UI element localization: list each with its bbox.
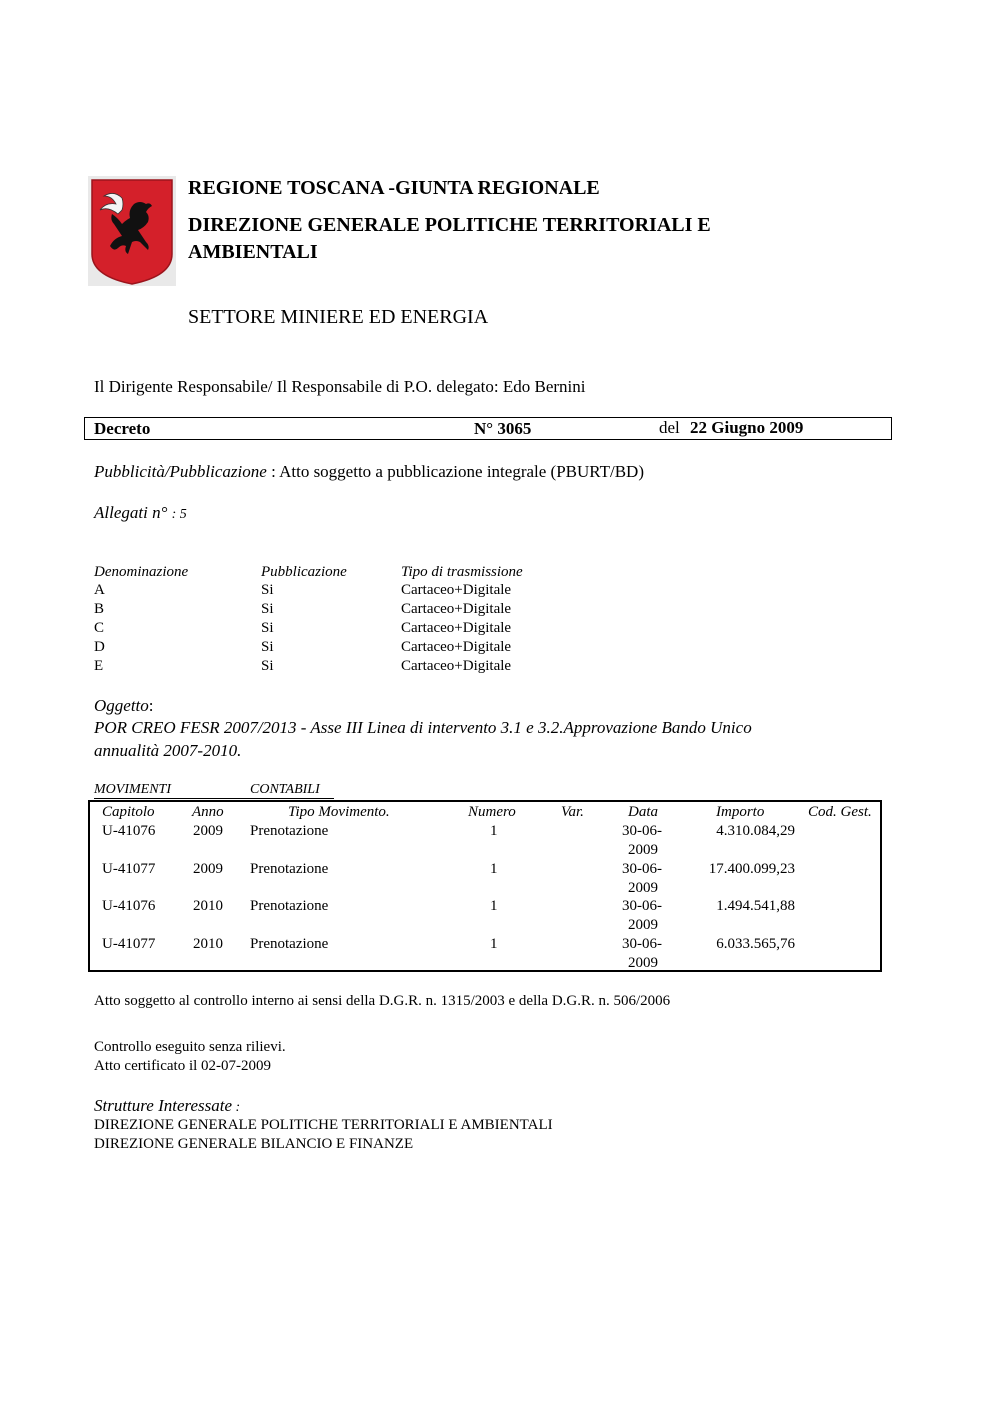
oggetto-text-line1: POR CREO FESR 2007/2013 - Asse III Linea di intervento 3.1 e 3.2.Approvazione Bando Unico xyxy=(94,718,752,737)
strutture-label-line xyxy=(94,1096,240,1116)
cell-importo: 6.033.565,76 xyxy=(716,936,795,952)
allegato-denominazione: C xyxy=(94,620,105,636)
col-importo: Importo xyxy=(716,804,765,820)
pubblicazione-value: : Atto soggetto a pubblicazione integrale (PBURT/BD) xyxy=(266,462,644,481)
oggetto-label: Oggetto xyxy=(94,696,149,715)
cell-anno: 2010 xyxy=(193,936,223,952)
allegato-trasmissione: Cartaceo+Digitale xyxy=(401,582,512,598)
col-data: Data xyxy=(628,804,658,820)
controllo-eseguito-line: Controllo eseguito senza rilievi. xyxy=(94,1039,286,1055)
list-item xyxy=(94,601,554,620)
cell-data-line1: 30-06- xyxy=(622,823,662,839)
pegasus-crest-icon xyxy=(88,176,176,286)
movimenti-underline xyxy=(94,798,334,799)
col-tipo-movimento: Tipo Movimento. xyxy=(288,804,390,820)
cell-data-line2: 2009 xyxy=(628,842,658,858)
table-row xyxy=(90,823,884,861)
atto-certificato-line: Atto certificato il 02-07-2009 xyxy=(94,1058,272,1074)
movimenti-table xyxy=(88,800,882,972)
allegato-trasmissione: Cartaceo+Digitale xyxy=(401,639,512,655)
controllo-atto-line: Atto soggetto al controllo interno ai sensi della D.G.R. n. 1315/2003 e della D.G.R. n. 506/2006 xyxy=(94,993,671,1009)
col-var: Var. xyxy=(561,804,584,820)
list-item xyxy=(94,639,554,658)
allegati-line xyxy=(94,503,187,523)
col-pubblicazione: Pubblicazione xyxy=(261,564,347,580)
col-numero: Numero xyxy=(468,804,516,820)
cell-numero: 1 xyxy=(490,898,498,914)
regione-toscana-logo xyxy=(88,176,176,286)
cell-importo: 17.400.099,23 xyxy=(708,861,795,877)
cell-data-line2: 2009 xyxy=(628,880,658,896)
decreto-numero: N° 3065 xyxy=(474,419,532,438)
allegato-denominazione: A xyxy=(94,582,105,598)
list-item xyxy=(94,620,554,639)
decreto-label: Decreto xyxy=(94,419,151,438)
allegati-count: : 5 xyxy=(171,507,187,522)
table-row xyxy=(90,861,884,899)
allegati-table-header xyxy=(94,564,554,583)
cell-tipo: Prenotazione xyxy=(250,823,329,839)
allegato-denominazione: D xyxy=(94,639,105,655)
cell-tipo: Prenotazione xyxy=(250,898,329,914)
cell-data-line2: 2009 xyxy=(628,917,658,933)
cell-tipo: Prenotazione xyxy=(250,861,329,877)
list-item xyxy=(94,658,554,677)
cell-capitolo: U-41077 xyxy=(102,936,156,952)
settore-title: SETTORE MINIERE ED ENERGIA xyxy=(188,306,489,328)
movimenti-title: MOVIMENTI xyxy=(94,782,171,797)
cell-importo: 4.310.084,29 xyxy=(716,823,795,839)
col-capitolo: Capitolo xyxy=(102,804,155,820)
dirigente-line: Il Dirigente Responsabile/ Il Responsabile di P.O. delegato: Edo Bernini xyxy=(94,377,586,396)
table-row xyxy=(90,898,884,936)
allegato-trasmissione: Cartaceo+Digitale xyxy=(401,620,512,636)
cell-importo: 1.494.541,88 xyxy=(716,898,795,914)
struttura-item: DIREZIONE GENERALE POLITICHE TERRITORIALI E AMBIENTALI xyxy=(94,1117,553,1133)
col-tipo-trasmissione: Tipo di trasmissione xyxy=(401,564,523,580)
cell-capitolo: U-41076 xyxy=(102,823,156,839)
decreto-box xyxy=(84,417,892,440)
header-direzione-line1: DIREZIONE GENERALE POLITICHE TERRITORIALI E xyxy=(188,214,711,236)
cell-capitolo: U-41077 xyxy=(102,861,156,877)
cell-numero: 1 xyxy=(490,936,498,952)
header-regione: REGIONE TOSCANA -GIUNTA REGIONALE xyxy=(188,177,600,199)
allegato-pubblicazione: Si xyxy=(261,658,274,674)
cell-anno: 2009 xyxy=(193,823,223,839)
struttura-item: DIREZIONE GENERALE BILANCIO E FINANZE xyxy=(94,1136,414,1152)
decreto-del-label: del xyxy=(659,418,680,437)
col-anno: Anno xyxy=(192,804,224,820)
cell-data-line1: 30-06- xyxy=(622,861,662,877)
cell-capitolo: U-41076 xyxy=(102,898,156,914)
list-item xyxy=(94,582,554,601)
cell-data-line1: 30-06- xyxy=(622,936,662,952)
oggetto-text-line2: annualità 2007-2010. xyxy=(94,741,242,760)
allegati-label: Allegati n° xyxy=(94,503,168,522)
table-row xyxy=(90,936,884,974)
oggetto-label-line xyxy=(94,696,154,716)
pubblicazione-label: Pubblicità/Pubblicazione xyxy=(94,462,267,481)
contabili-title: CONTABILI xyxy=(250,782,320,797)
decreto-data: 22 Giugno 2009 xyxy=(690,418,804,437)
col-cod-gest: Cod. Gest. xyxy=(808,804,872,820)
pubblicazione-line xyxy=(94,462,644,482)
strutture-colon: : xyxy=(232,1100,241,1115)
allegato-denominazione: E xyxy=(94,658,104,674)
allegato-pubblicazione: Si xyxy=(261,639,274,655)
allegato-trasmissione: Cartaceo+Digitale xyxy=(401,601,512,617)
allegato-trasmissione: Cartaceo+Digitale xyxy=(401,658,512,674)
col-denominazione: Denominazione xyxy=(94,564,189,580)
header-direzione-line2: AMBIENTALI xyxy=(188,241,318,263)
cell-numero: 1 xyxy=(490,861,498,877)
cell-data-line1: 30-06- xyxy=(622,898,662,914)
allegato-pubblicazione: Si xyxy=(261,582,274,598)
strutture-label: Strutture Interessate xyxy=(94,1096,233,1115)
oggetto-colon: : xyxy=(148,696,154,715)
allegato-denominazione: B xyxy=(94,601,105,617)
cell-data-line2: 2009 xyxy=(628,955,658,971)
allegato-pubblicazione: Si xyxy=(261,620,274,636)
cell-anno: 2009 xyxy=(193,861,223,877)
cell-numero: 1 xyxy=(490,823,498,839)
cell-tipo: Prenotazione xyxy=(250,936,329,952)
allegato-pubblicazione: Si xyxy=(261,601,274,617)
cell-anno: 2010 xyxy=(193,898,223,914)
